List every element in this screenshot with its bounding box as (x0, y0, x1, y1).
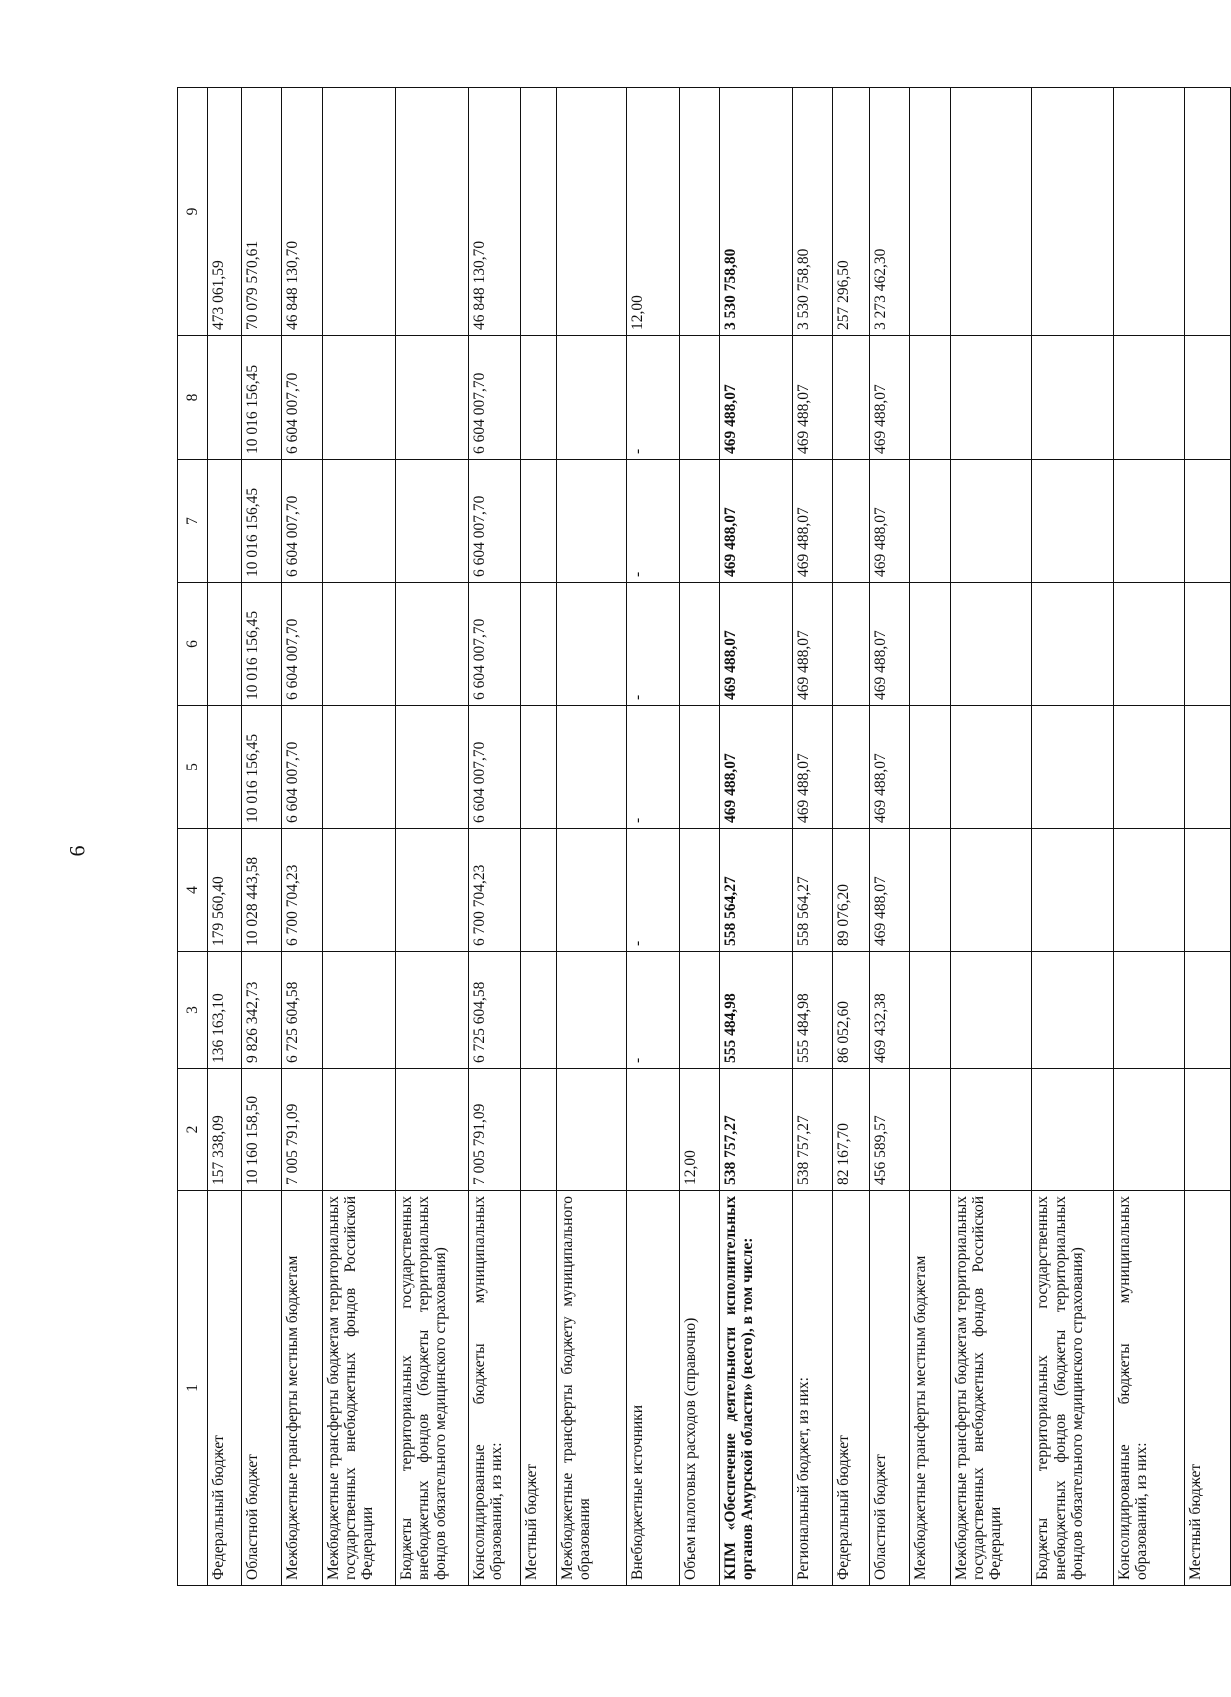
cell-value (627, 1069, 679, 1191)
row-label: Объем налоговых расходов (справочно) (679, 1191, 719, 1586)
cell-value (1032, 460, 1114, 583)
column-header-3: 3 (178, 952, 208, 1069)
cell-value: - (627, 952, 679, 1069)
cell-value (521, 706, 556, 829)
table-header-row (178, 88, 208, 1586)
row-label: Федеральный бюджет (208, 1191, 242, 1586)
cell-value (1184, 829, 1230, 952)
cell-value (1184, 952, 1230, 1069)
cell-value: 10 028 443,58 (242, 829, 282, 952)
cell-value: 7 005 791,09 (468, 1069, 520, 1191)
cell-value (322, 583, 395, 706)
cell-value (322, 829, 395, 952)
cell-value: 6 725 604,58 (468, 952, 520, 1069)
cell-value (833, 336, 870, 460)
cell-value (1113, 1069, 1184, 1191)
cell-value (1032, 1069, 1114, 1191)
cell-value: 469 488,07 (720, 336, 793, 460)
cell-value: 6 604 007,70 (282, 706, 322, 829)
cell-value (556, 706, 627, 829)
cell-value: 6 604 007,70 (282, 460, 322, 583)
cell-value: 10 016 156,45 (242, 460, 282, 583)
cell-value (208, 336, 242, 460)
cell-value: 46 848 130,70 (282, 88, 322, 336)
cell-value (950, 336, 1032, 460)
cell-value: 6 604 007,70 (468, 706, 520, 829)
cell-value: 456 589,57 (870, 1069, 910, 1191)
row-label: Межбюджетные трансферты бюджетам территориальных государственных внебюджетных фондов Российской Федерации (950, 1191, 1032, 1586)
column-header-4: 4 (178, 829, 208, 952)
table-row (833, 88, 870, 1586)
cell-value (208, 583, 242, 706)
cell-value (395, 952, 468, 1069)
table-row (627, 88, 679, 1586)
cell-value (910, 1069, 950, 1191)
cell-value: 6 604 007,70 (282, 583, 322, 706)
cell-value (521, 1069, 556, 1191)
cell-value: 469 488,07 (870, 706, 910, 829)
table-row (242, 88, 282, 1586)
cell-value: 10 016 156,45 (242, 583, 282, 706)
cell-value: - (627, 583, 679, 706)
column-header-9: 9 (178, 88, 208, 336)
cell-value: 7 005 791,09 (282, 1069, 322, 1191)
cell-value: 179 560,40 (208, 829, 242, 952)
column-header-2: 2 (178, 1069, 208, 1191)
cell-value (950, 706, 1032, 829)
table-row (793, 88, 833, 1586)
cell-value (679, 460, 719, 583)
cell-value: 538 757,27 (793, 1069, 833, 1191)
column-header-1: 1 (178, 1191, 208, 1586)
table-row (679, 88, 719, 1586)
cell-value (322, 706, 395, 829)
cell-value (950, 1069, 1032, 1191)
cell-value (395, 1069, 468, 1191)
cell-value (950, 88, 1032, 336)
row-label: Местный бюджет (521, 1191, 556, 1586)
cell-value: 82 167,70 (833, 1069, 870, 1191)
cell-value (556, 583, 627, 706)
cell-value: 70 079 570,61 (242, 88, 282, 336)
cell-value (322, 336, 395, 460)
cell-value (679, 706, 719, 829)
cell-value: 12,00 (679, 1069, 719, 1191)
cell-value (1032, 336, 1114, 460)
cell-value (395, 583, 468, 706)
row-label: КПМ «Обеспечение деятельности исполнительных органов Амурской области» (всего), в том числе: (720, 1191, 793, 1586)
cell-value (833, 583, 870, 706)
cell-value (1113, 460, 1184, 583)
cell-value: 89 076,20 (833, 829, 870, 952)
cell-value: 473 061,59 (208, 88, 242, 336)
cell-value (1032, 952, 1114, 1069)
cell-value (322, 460, 395, 583)
row-label: Бюджеты территориальных государственных внебюджетных фондов (бюджеты территориальных фондов обязательного медицинского страхования) (395, 1191, 468, 1586)
cell-value: 6 604 007,70 (468, 460, 520, 583)
cell-value (1184, 583, 1230, 706)
cell-value: 257 296,50 (833, 88, 870, 336)
cell-value: 6 604 007,70 (282, 336, 322, 460)
column-header-6: 6 (178, 583, 208, 706)
cell-value: 136 163,10 (208, 952, 242, 1069)
table-row (1113, 88, 1184, 1586)
cell-value (910, 706, 950, 829)
table-row (950, 88, 1032, 1586)
cell-value: 469 432,38 (870, 952, 910, 1069)
cell-value: 469 488,07 (793, 706, 833, 829)
cell-value: 469 488,07 (720, 583, 793, 706)
cell-value (833, 460, 870, 583)
cell-value (950, 829, 1032, 952)
cell-value: 538 757,27 (720, 1069, 793, 1191)
row-label: Межбюджетные трансферты бюджету муниципального образования (556, 1191, 627, 1586)
cell-value (322, 1069, 395, 1191)
cell-value: 469 488,07 (870, 460, 910, 583)
column-header-5: 5 (178, 706, 208, 829)
cell-value (1184, 88, 1230, 336)
cell-value: 469 488,07 (870, 336, 910, 460)
row-label: Федеральный бюджет (833, 1191, 870, 1586)
cell-value: 469 488,07 (720, 460, 793, 583)
column-header-8: 8 (178, 336, 208, 460)
row-label: Местный бюджет (1184, 1191, 1230, 1586)
cell-value (521, 952, 556, 1069)
cell-value: 10 016 156,45 (242, 706, 282, 829)
cell-value (1113, 829, 1184, 952)
cell-value (208, 460, 242, 583)
cell-value (521, 88, 556, 336)
cell-value (395, 706, 468, 829)
cell-value (910, 336, 950, 460)
cell-value (910, 460, 950, 583)
cell-value (556, 88, 627, 336)
cell-value (1184, 706, 1230, 829)
cell-value (208, 706, 242, 829)
table-row (208, 88, 242, 1586)
cell-value (521, 829, 556, 952)
table-row (910, 88, 950, 1586)
cell-value (679, 336, 719, 460)
cell-value: 9 826 342,73 (242, 952, 282, 1069)
cell-value (395, 829, 468, 952)
cell-value: 6 604 007,70 (468, 583, 520, 706)
cell-value (833, 706, 870, 829)
cell-value (322, 952, 395, 1069)
page-number: 6 (64, 845, 90, 857)
cell-value: - (627, 336, 679, 460)
row-label: Областной бюджет (242, 1191, 282, 1586)
row-label: Межбюджетные трансферты бюджетам территориальных государственных внебюджетных фондов Российской Федерации (322, 1191, 395, 1586)
cell-value (910, 952, 950, 1069)
cell-value (556, 829, 627, 952)
cell-value: 469 488,07 (720, 706, 793, 829)
cell-value (521, 336, 556, 460)
cell-value: 10 016 156,45 (242, 336, 282, 460)
row-label: Внебюджетные источники (627, 1191, 679, 1586)
row-label: Бюджеты территориальных государственных внебюджетных фондов (бюджеты территориальных фондов обязательного медицинского страхования) (1032, 1191, 1114, 1586)
table-row (720, 88, 793, 1586)
cell-value (395, 336, 468, 460)
row-label: Межбюджетные трансферты местным бюджетам (282, 1191, 322, 1586)
cell-value (1032, 583, 1114, 706)
budget-table (177, 87, 1231, 1586)
cell-value: 6 604 007,70 (468, 336, 520, 460)
cell-value (1184, 336, 1230, 460)
cell-value: 12,00 (627, 88, 679, 336)
cell-value: - (627, 460, 679, 583)
cell-value: 3 273 462,30 (870, 88, 910, 336)
cell-value (1113, 336, 1184, 460)
cell-value (950, 952, 1032, 1069)
cell-value (1032, 88, 1114, 336)
table-row (556, 88, 627, 1586)
cell-value (556, 952, 627, 1069)
cell-value: - (627, 829, 679, 952)
cell-value (679, 88, 719, 336)
cell-value: 157 338,09 (208, 1069, 242, 1191)
cell-value (322, 88, 395, 336)
cell-value: 10 160 158,50 (242, 1069, 282, 1191)
cell-value (950, 460, 1032, 583)
cell-value (395, 460, 468, 583)
cell-value: 469 488,07 (870, 829, 910, 952)
table-row (282, 88, 322, 1586)
table-row (1184, 88, 1230, 1586)
table-row (468, 88, 520, 1586)
cell-value: 6 700 704,23 (282, 829, 322, 952)
table-body (208, 88, 1231, 1586)
cell-value: 469 488,07 (793, 336, 833, 460)
cell-value (679, 829, 719, 952)
cell-value: - (627, 706, 679, 829)
cell-value: 558 564,27 (793, 829, 833, 952)
cell-value: 469 488,07 (793, 460, 833, 583)
row-label: Консолидированные бюджеты муниципальных образований, из них: (1113, 1191, 1184, 1586)
row-label: Областной бюджет (870, 1191, 910, 1586)
table-row (870, 88, 910, 1586)
column-header-7: 7 (178, 460, 208, 583)
cell-value (910, 583, 950, 706)
row-label: Региональный бюджет, из них: (793, 1191, 833, 1586)
table-row (1032, 88, 1114, 1586)
cell-value: 6 725 604,58 (282, 952, 322, 1069)
cell-value (910, 829, 950, 952)
cell-value: 469 488,07 (793, 583, 833, 706)
cell-value (950, 583, 1032, 706)
cell-value: 3 530 758,80 (720, 88, 793, 336)
cell-value: 555 484,98 (793, 952, 833, 1069)
cell-value (679, 583, 719, 706)
row-label: Межбюджетные трансферты местным бюджетам (910, 1191, 950, 1586)
cell-value (1184, 1069, 1230, 1191)
cell-value (910, 88, 950, 336)
cell-value: 86 052,60 (833, 952, 870, 1069)
table-row (322, 88, 395, 1586)
cell-value (1032, 829, 1114, 952)
cell-value: 555 484,98 (720, 952, 793, 1069)
cell-value (521, 583, 556, 706)
cell-value (1113, 583, 1184, 706)
cell-value (1184, 460, 1230, 583)
table-row (395, 88, 468, 1586)
cell-value: 558 564,27 (720, 829, 793, 952)
cell-value (556, 336, 627, 460)
cell-value (521, 460, 556, 583)
cell-value (556, 460, 627, 583)
cell-value (1032, 706, 1114, 829)
cell-value: 469 488,07 (870, 583, 910, 706)
cell-value: 3 530 758,80 (793, 88, 833, 336)
table-container (177, 88, 1231, 1586)
cell-value (679, 952, 719, 1069)
cell-value: 6 700 704,23 (468, 829, 520, 952)
row-label: Консолидированные бюджеты муниципальных образований, из них: (468, 1191, 520, 1586)
cell-value (395, 88, 468, 336)
cell-value: 46 848 130,70 (468, 88, 520, 336)
cell-value (1113, 88, 1184, 336)
table-row (521, 88, 556, 1586)
cell-value (1113, 706, 1184, 829)
cell-value (1113, 952, 1184, 1069)
cell-value (556, 1069, 627, 1191)
